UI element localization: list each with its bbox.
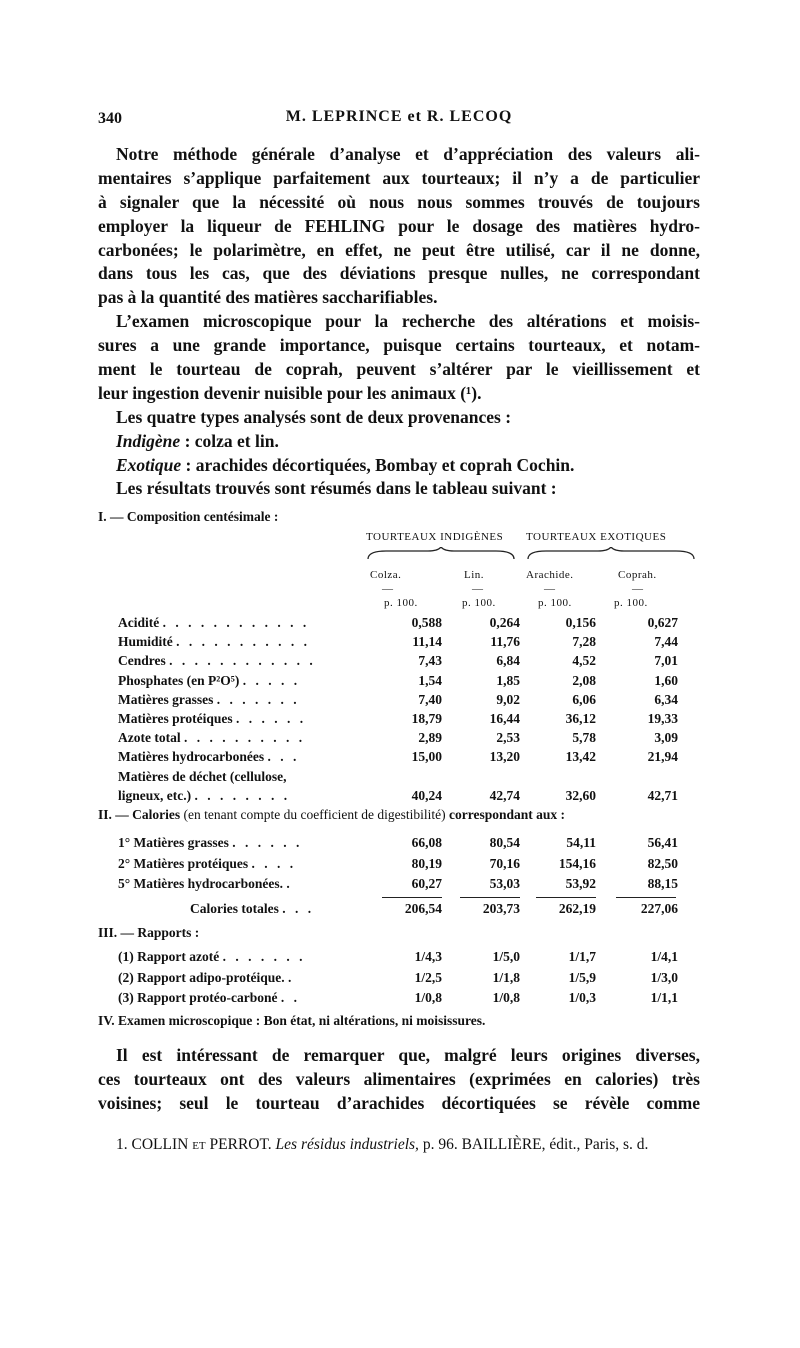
leader-dots: . . . . . . [232,835,303,850]
row-label-text: Matières protéiques [118,711,233,726]
row-value: 80,54 [489,835,520,850]
footnote-title: Les résidus industriels, [275,1136,419,1153]
section-heading: IV. Examen microscopique : Bon état, ni altérations, ni moisissures. [98,1013,486,1028]
text-line: Notre méthode générale d’analyse et d’appréciation des valeurs ali- [116,144,700,164]
row-value: 6,06 [572,691,596,707]
leader-dots: . . [280,990,300,1005]
row-value: 32,60 [565,787,596,803]
row-value: 1/2,5 [414,969,442,985]
row-label-text: Cendres [118,653,166,669]
total-value: 227,06 [640,901,678,916]
row-value: 3,09 [654,730,678,746]
row-value: 1/4,3 [414,949,442,964]
row-value: 0,264 [489,615,520,630]
leader-dots: . . . [267,749,300,765]
row-label-text: (3) Rapport protéo-carboné [118,990,278,1005]
row-value: 53,92 [565,876,596,891]
unit-label: p. 100. [384,597,418,609]
row-value: 0,627 [647,615,678,630]
row-value: 154,16 [558,855,596,871]
row-value: 1,60 [654,672,678,688]
row-value: 1/1,8 [492,969,520,985]
row-value: 11,14 [412,634,442,650]
brace-indigenes [366,547,516,561]
row-value: 7,28 [572,634,596,650]
row-value: 19,33 [647,711,678,726]
footnote [116,1136,700,1154]
column-header: Colza. [370,569,402,581]
column-dash: — [632,583,644,595]
row-label [118,949,305,965]
row-value: 1,54 [418,672,442,688]
row-value: 1/0,8 [414,990,442,1005]
total-label-text: Calories totales [190,901,279,916]
origin-label: Indigène [116,430,181,451]
row-label [118,653,316,669]
row-value: 2,53 [496,730,520,746]
origin-exotique [98,454,700,478]
sum-rule [382,897,442,898]
text-line: pas à la quantité des matières saccharifiables. [98,287,438,308]
row-value: 7,01 [654,653,678,669]
row-value: 6,84 [496,653,520,669]
row-label [118,970,294,986]
column-header: Lin. [464,569,485,581]
leader-dots: . . . . . [242,672,301,688]
row-label-text: (1) Rapport azoté [118,949,220,964]
row-value: 42,74 [489,787,520,803]
origin-text: : arachides décortiquées, Bombay et coprah Cochin. [181,454,575,475]
row-value: 82,50 [647,855,678,871]
section-suffix: correspondant aux : [449,807,566,822]
row-value: 9,02 [496,691,520,707]
row-value: 1/0,8 [492,990,520,1005]
page-header [98,106,700,132]
row-value: 53,03 [489,876,520,891]
row-value: 66,08 [411,835,442,850]
section-heading: I. — Composition centésimale : [98,509,279,524]
row-value: 18,79 [411,711,442,726]
leader-dots: . . . . . . [235,711,307,726]
row-value: 2,89 [418,730,442,746]
leader-dots: . . . . . . . . . . [183,730,306,746]
group-header-indigenes: TOURTEAUX INDIGÈNES [366,531,504,543]
row-label-text: 2° Matières protéiques [118,855,249,871]
row-value: 21,94 [647,749,678,765]
closing-text [98,1044,700,1116]
column-dash: — [382,583,394,595]
column-header: Arachide. [526,569,574,581]
total-value: 203,73 [482,901,520,916]
text-line: carbonées; le polarimètre, en effet, ne peut être utilisé, car il ne donne, [98,239,700,260]
page-number: 340 [98,110,122,127]
running-title: M. LEPRINCE et R. LECOQ [285,108,513,125]
leader-dots: . . . . . . . . [194,787,291,803]
row-value: 1/0,3 [568,990,596,1005]
row-value: 1/5,9 [568,969,596,985]
row-value: 1/1,1 [650,990,678,1005]
row-label-text: Phosphates (en P²O⁵) [118,672,240,688]
text-line: sures a une grande importance, puisque certains tourteaux, et notam- [98,335,700,356]
footnote-rest: p. 96. BAILLIÈRE, édit., Paris, s. d. [418,1136,649,1153]
row-value: 1/5,0 [492,949,520,964]
text-line: employer la liqueur de FEHLING pour le dosage des matières hydro- [98,215,700,236]
row-value: 13,42 [565,749,596,765]
row-value: 1/1,7 [568,949,596,964]
row-value: 0,588 [411,615,442,630]
row-value: 42,71 [647,787,678,803]
brace-exotiques [526,547,696,561]
row-value: 70,16 [489,855,520,871]
row-label [118,711,306,727]
row-label [118,856,296,872]
row-label-text: 1° Matières grasses [118,835,229,850]
footnote-authors: COLLIN et PERROT. [131,1136,272,1153]
row-value: 1/3,0 [650,969,678,985]
row-label-text: Humidité [118,634,173,650]
row-label-text: Matières de déchet (cellulose, [118,768,287,784]
column-dash: — [544,583,556,595]
row-value: 80,19 [411,855,442,871]
text-line: voisines; seul le tourteau d’arachides décortiquées se révèle comme [98,1092,700,1113]
row-label-text: Acidité [118,615,160,630]
row-label-text: Matières grasses [118,691,214,707]
row-value: 7,40 [418,691,442,707]
row-value: 56,41 [647,835,678,850]
row-value: 7,43 [418,653,442,669]
leader-dots: . [288,969,295,985]
row-label [118,692,300,708]
row-label [118,730,305,746]
leader-dots: . . . . . . . . . . . . [169,653,316,669]
row-label [118,673,300,689]
row-label-text: (2) Rapport adipo-protéique. [118,969,285,985]
total-value: 262,19 [558,901,596,916]
leader-dots: . . . . . . . . . . . . [162,615,310,630]
total-label [190,901,314,917]
results-table [98,505,708,1035]
text-line: ment le tourteau de coprah, peuvent s’altérer par le vieillissement et [98,359,700,380]
column-header: Coprah. [618,569,657,581]
sum-rule [616,897,676,898]
total-value: 206,54 [404,901,442,916]
text-line: ces tourteaux ont des valeurs alimentaires (exprimées en calories) très [98,1068,700,1089]
leader-dots: . . . . . . . . . . . [176,634,311,650]
origin-text: : colza et lin. [180,430,279,451]
text-line: à signaler que la nécessité où nous nous sommes trouvés de toujours [98,191,700,212]
section-title: II. — Calories [98,807,181,822]
row-value: 7,44 [654,634,678,650]
unit-label: p. 100. [462,597,496,609]
text-line: dans tous les cas, que des déviations presque nulles, ne correspondant [98,263,700,284]
row-value: 16,44 [489,711,520,726]
row-label [118,876,293,892]
row-label [118,990,300,1006]
row-value: 1/4,1 [650,949,678,964]
row-value: 13,20 [489,749,520,765]
row-label [118,769,286,785]
row-value: 11,76 [490,634,520,650]
leader-dots: . . . [282,901,315,916]
row-value: 6,34 [654,691,678,707]
row-label [118,835,302,851]
row-value: 40,24 [411,787,442,803]
intro-text [98,143,700,501]
section-heading [98,807,565,823]
row-label [118,634,310,650]
leader-dots: . . . . . . . [216,691,300,707]
row-value: 36,12 [565,711,596,726]
row-value: 4,52 [572,653,596,669]
unit-label: p. 100. [538,597,572,609]
row-value: 0,156 [565,615,596,630]
row-label [118,749,299,765]
footnote-number: 1. [116,1136,128,1153]
text-line: Les résultats trouvés sont résumés dans le tableau suivant : [116,478,557,499]
row-value: 54,11 [566,835,596,850]
row-label-text: 5° Matières hydrocarbonées. [118,876,283,891]
leader-dots: . [286,876,293,891]
row-value: 5,78 [572,730,596,746]
row-label-text: ligneux, etc.) [118,787,192,803]
leader-dots: . . . . [251,855,297,871]
group-header-exotiques: TOURTEAUX EXOTIQUES [526,531,667,543]
sum-rule [536,897,596,898]
text-line: L’examen microscopique pour la recherche des altérations et moisis- [116,311,700,332]
leader-dots: . . . . . . . [222,949,306,964]
row-label-text: Matières hydrocarbonées [118,749,265,765]
row-value: 15,00 [411,749,442,765]
text-line: Les quatre types analysés sont de deux provenances : [116,406,512,427]
origin-indigene [98,430,700,454]
row-value: 88,15 [647,876,678,891]
row-value: 1,85 [496,672,520,688]
row-label-text: Azote total [118,730,181,746]
origin-label: Exotique [116,454,182,475]
row-value: 2,08 [572,672,596,688]
row-label [118,788,290,804]
column-dash: — [472,583,484,595]
section-note: (en tenant compte du coefficient de digestibilité) [180,807,450,822]
row-label [118,615,309,631]
text-line: Il est intéressant de remarquer que, malgré leurs origines diverses, [116,1045,700,1065]
text-line: leur ingestion devenir nuisible pour les animaux (¹). [98,382,482,403]
row-value: 60,27 [411,876,442,891]
unit-label: p. 100. [614,597,648,609]
section-heading: III. — Rapports : [98,925,200,940]
text-line: mentaires s’applique parfaitement aux tourteaux; il n’y a de particulier [98,167,700,188]
sum-rule [460,897,520,898]
